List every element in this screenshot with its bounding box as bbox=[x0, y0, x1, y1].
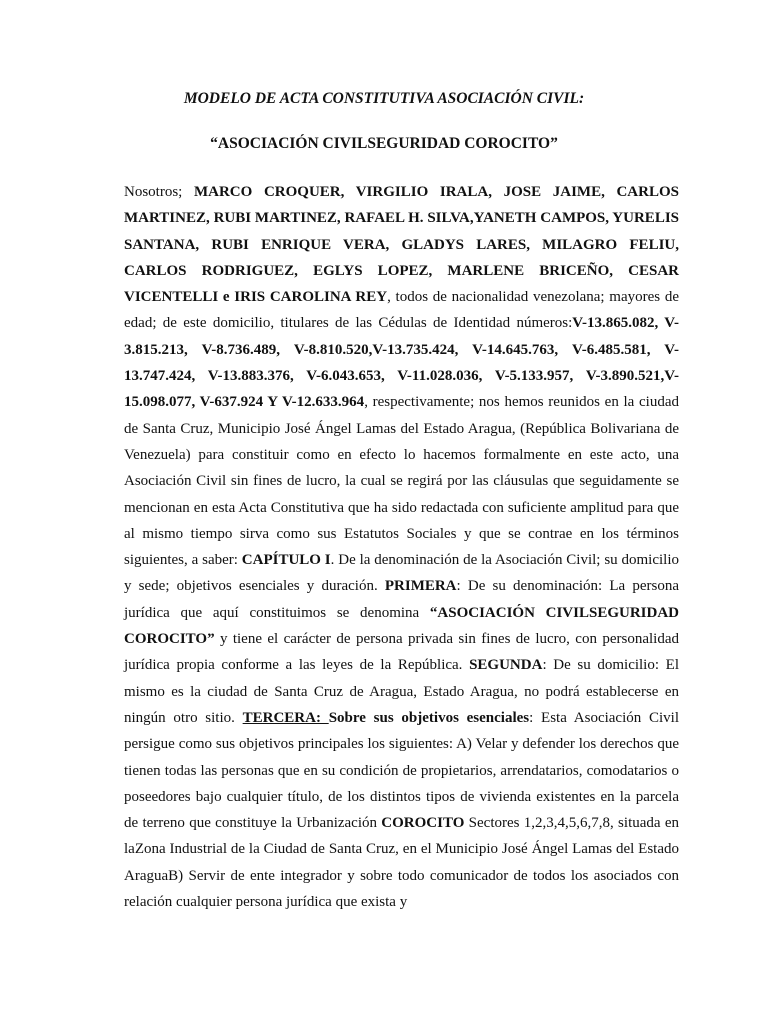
body-run: : De su domicilio: El mismo es la ciudad de Santa Cruz de Aragua, Estado Aragua, no podrá establecerse en ningún otro sitio. bbox=[124, 657, 679, 726]
clause-heading-primera: PRIMERA bbox=[384, 578, 457, 595]
body-run: : De su denominación: La persona jurídica que aquí constituimos se denomina bbox=[124, 578, 679, 621]
body-run-bold: MARCO CROQUER, VIRGILIO IRALA, JOSE JAIME, CARLOS MARTINEZ, RUBI MARTINEZ, RAFAEL H. SILVA,YANETH CAMPOS, YURELIS SANTANA, RUBI ENRIQUE VERA, GLADYS LARES, MILAGRO FELIU, CARLOS RODRIGUEZ, EGLYS LOPEZ, MARLENE BRICEÑO, CESAR VICENTELLI e IRIS CAROLINA REY bbox=[124, 184, 679, 306]
clause-heading-segunda: SEGUNDA bbox=[469, 657, 543, 674]
body-run: Sectores 1,2,3,4,5,6,7,8, situada en laZona Industrial de la Ciudad de Santa Cruz, en el Municipio José Ángel Lamas del Estado AraguaB) Servir de ente integrador y sobre todo comunicador de todos los asociados con relación cualquier persona jurídica que exista y bbox=[124, 815, 679, 911]
body-run: . De la denominación de la Asociación Civil; su domicilio y sede; objetivos esenciales y duración. bbox=[124, 552, 680, 595]
clause-heading-tercera: TERCERA: bbox=[242, 709, 329, 726]
body-run: Nosotros; bbox=[124, 184, 194, 200]
urbanization-name: COROCITO bbox=[381, 815, 465, 832]
body-run-bold: V-13.865.082, V-3.815.213, V-8.736.489, V-8.810.520,V-13.735.424, V-14.645.763, V-6.485.581, V-13.747.424, V-13.883.376, V-6.043.653, V-11.028.036, V-5.133.957, V-3.890.521,V-15.098.077, V-637.924 Y V-12.633.964 bbox=[124, 315, 679, 411]
body-run: y tiene el carácter de persona privada sin fines de lucro, con personalidad jurídica propia conforme a las leyes de la República. bbox=[124, 631, 679, 674]
clause-subheading: Sobre sus objetivos esenciales bbox=[328, 709, 530, 726]
body-run: , todos de nacionalidad venezolana; mayores de edad; de este domicilio, titulares de las Cédulas de Identidad números: bbox=[124, 289, 679, 332]
body-paragraph bbox=[124, 179, 679, 915]
document-subtitle: “ASOCIACIÓN CIVILSEGURIDAD COROCITO” bbox=[210, 135, 558, 152]
document-title: MODELO DE ACTA CONSTITUTIVA ASOCIACIÓN CIVIL: bbox=[183, 90, 585, 107]
association-name: “ASOCIACIÓN CIVILSEGURIDAD COROCITO” bbox=[124, 604, 679, 648]
body-run: , respectivamente; nos hemos reunidos en la ciudad de Santa Cruz, Municipio José Ángel Lamas del Estado Aragua, (República Bolivariana de Venezuela) para constituir como en efecto lo hacemos formalmente en este acto, una Asociación Civil sin fines de lucro, la cual se regirá por las cláusulas que seguidamente se mencionan en esta Acta Constitutiva que ha sido redactada con suficiente amplitud para que al mismo tiempo sirva como sus Estatutos Sociales y que se contrae en los términos siguientes, a saber: bbox=[124, 394, 680, 569]
chapter-heading: CAPÍTULO I bbox=[241, 552, 331, 569]
body-run: : Esta Asociación Civil persigue como sus objetivos principales los siguientes: A) Velar y defender los derechos que tienen todas las personas que en su condición de propietarios, arrendatarios, comodatarios o poseedores bajo cualquier título, de los distintos tipos de vivienda existentes en la parcela de terreno que constituye la Urbanización bbox=[124, 709, 679, 832]
